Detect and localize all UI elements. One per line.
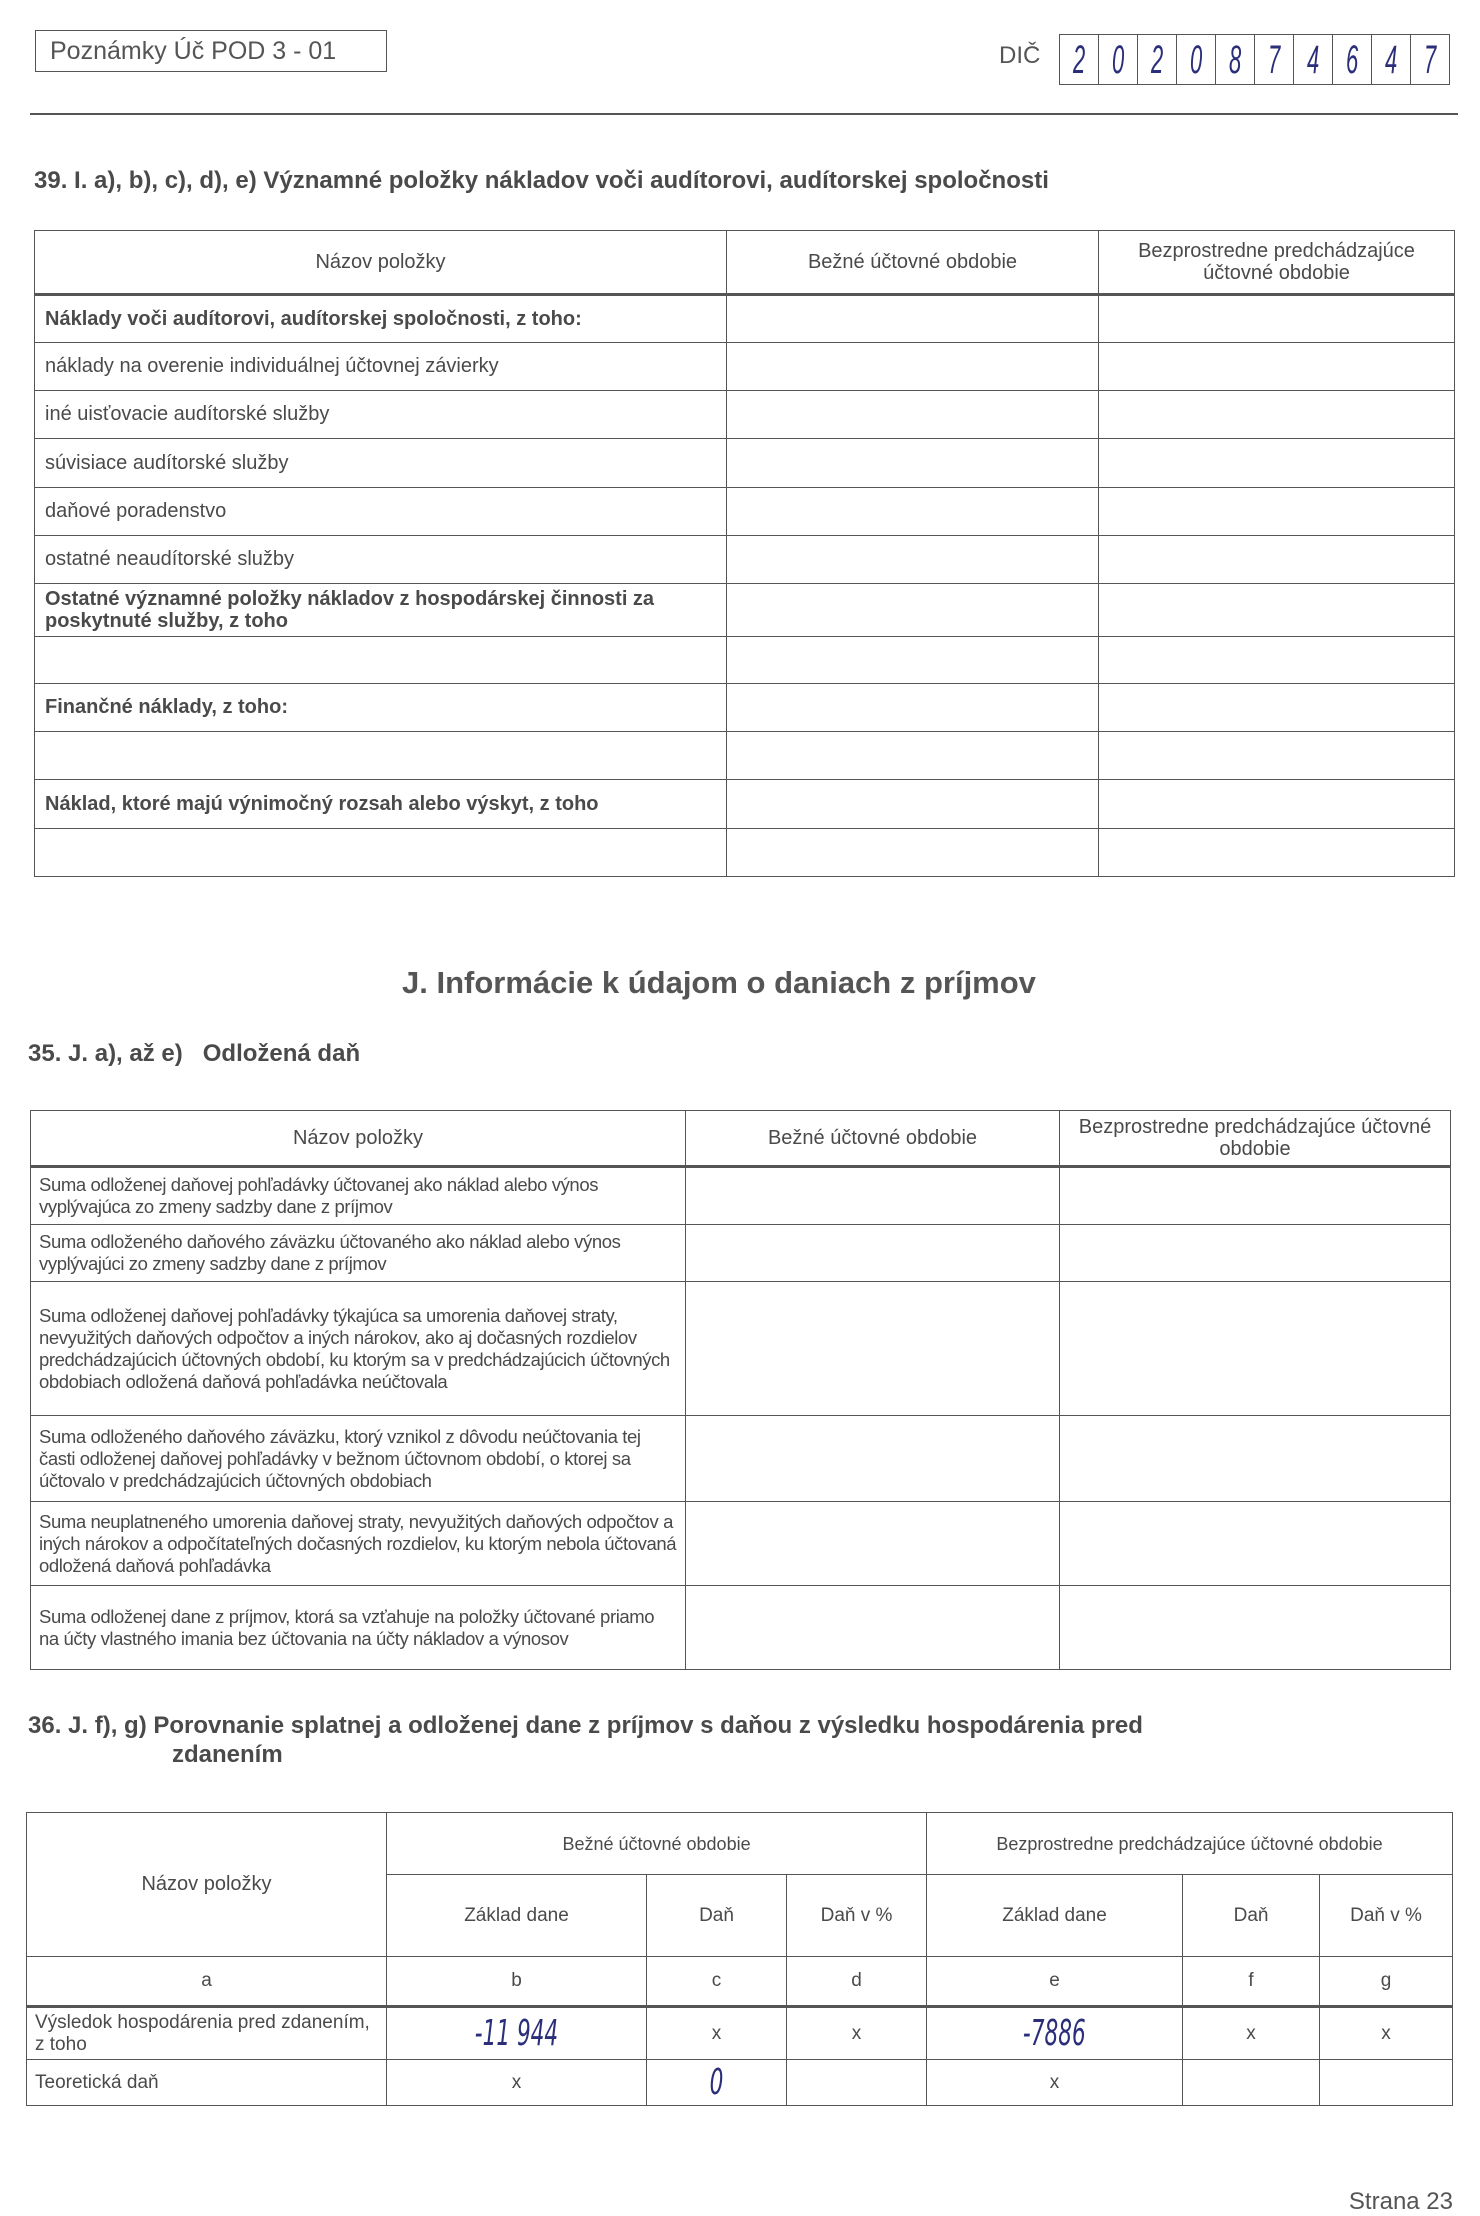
tax-previous-cell[interactable] xyxy=(1183,2060,1320,2106)
form-code: Poznámky Úč POD 3 - 01 xyxy=(50,37,337,65)
row-label[interactable] xyxy=(35,637,727,684)
column-header-name: Názov položky xyxy=(27,1813,387,1957)
row-label: súvisiace audítorské služby xyxy=(35,439,727,488)
column-letter: f xyxy=(1183,1957,1320,2007)
column-letter: d xyxy=(787,1957,927,2007)
previous-period-cell[interactable] xyxy=(1099,584,1455,637)
column-header-previous: Bezprostredne predchádzajúce účtovné obdobie xyxy=(1060,1111,1451,1167)
dic-label: DIČ xyxy=(999,42,1041,69)
table-header-row xyxy=(31,1111,1451,1167)
dic-digit-box[interactable]: 0 xyxy=(1099,35,1138,84)
current-period-cell[interactable] xyxy=(686,1282,1060,1416)
row-label: Suma neuplatneného umorenia daňovej straty, nevyužitých daňových odpočtov a iných nárokov a odpočítateľných dočasných rozdielov, ku ktorým nebola účtovaná odložená daňová pohľadávka xyxy=(31,1502,686,1586)
column-header-name: Názov položky xyxy=(31,1111,686,1167)
previous-period-cell[interactable] xyxy=(1099,536,1455,584)
handwritten-value: -11 944 xyxy=(474,2013,559,2054)
current-period-cell[interactable] xyxy=(727,488,1099,536)
previous-period-cell[interactable] xyxy=(1099,684,1455,732)
column-letter: a xyxy=(27,1957,387,2007)
column-letter: g xyxy=(1320,1957,1453,2007)
row-label[interactable] xyxy=(35,732,727,780)
row-label: Finančné náklady, z toho: xyxy=(35,684,727,732)
taxpct-current-cell[interactable] xyxy=(787,2060,927,2106)
dic-digit-box[interactable]: 2 xyxy=(1060,35,1099,84)
table-row xyxy=(35,391,1455,439)
column-header-tax-current: Daň xyxy=(647,1875,787,1957)
row-label: Suma odloženého daňového záväzku účtovaného ako náklad alebo výnos vyplývajúci zo zmeny sadzby dane z príjmov xyxy=(31,1225,686,1282)
table-row xyxy=(35,780,1455,829)
current-period-cell[interactable] xyxy=(727,295,1099,343)
column-header-base-previous: Základ dane xyxy=(927,1875,1183,1957)
dic-digit-box[interactable]: 2 xyxy=(1138,35,1177,84)
row-label: Suma odloženej daňovej pohľadávky týkajúca sa umorenia daňovej straty, nevyužitých daňových odpočtov a iných nárokov, ako aj dočasných rozdielov predchádzajúcich účtovných období, ku ktorým sa v predchádzajúcich účtovných obdobiach odložená daňová pohľadávka neúčtovala xyxy=(31,1282,686,1416)
table-row xyxy=(35,584,1455,637)
table-header-row xyxy=(35,231,1455,295)
current-period-cell[interactable] xyxy=(727,780,1099,829)
taxpct-previous-cell: x xyxy=(1320,2007,1453,2060)
current-period-cell[interactable] xyxy=(727,391,1099,439)
column-header-previous: Bezprostredne predchádzajúce účtovné obdobie xyxy=(1099,231,1455,295)
column-header-current: Bežné účtovné obdobie xyxy=(686,1111,1060,1167)
row-label: Náklad, ktoré majú výnimočný rozsah alebo výskyt, z toho xyxy=(35,780,727,829)
row-label: Suma odloženej daňovej pohľadávky účtovanej ako náklad alebo výnos vyplývajúca zo zmeny sadzby dane z príjmov xyxy=(31,1167,686,1225)
base-current-cell[interactable] xyxy=(387,2007,647,2060)
current-period-cell[interactable] xyxy=(727,343,1099,391)
current-period-cell[interactable] xyxy=(686,1502,1060,1586)
column-group-previous: Bezprostredne predchádzajúce účtovné obdobie xyxy=(927,1813,1453,1875)
current-period-cell[interactable] xyxy=(727,536,1099,584)
page-number: Strana 23 xyxy=(1348,2188,1453,2215)
table-row xyxy=(35,829,1455,877)
previous-period-cell[interactable] xyxy=(1060,1502,1451,1586)
table-row xyxy=(35,732,1455,780)
table-row xyxy=(31,1502,1451,1586)
column-header-taxpct-current: Daň v % xyxy=(787,1875,927,1957)
dic-digit-box[interactable]: 0 xyxy=(1177,35,1216,84)
current-period-cell[interactable] xyxy=(727,684,1099,732)
current-period-cell[interactable] xyxy=(727,637,1099,684)
section-39-title: 39. I. a), b), c), d), e) Významné položky nákladov voči audítorovi, audítorskej spoločnosti xyxy=(34,167,1049,194)
handwritten-value: 0 xyxy=(709,2062,724,2103)
dic-digit-box[interactable]: 7 xyxy=(1411,35,1450,84)
current-period-cell[interactable] xyxy=(686,1225,1060,1282)
auditor-costs-table xyxy=(34,230,1455,877)
taxpct-previous-cell[interactable] xyxy=(1320,2060,1453,2106)
previous-period-cell[interactable] xyxy=(1099,637,1455,684)
previous-period-cell[interactable] xyxy=(1099,343,1455,391)
previous-period-cell[interactable] xyxy=(1060,1416,1451,1502)
base-current-cell: x xyxy=(387,2060,647,2106)
previous-period-cell[interactable] xyxy=(1099,732,1455,780)
current-period-cell[interactable] xyxy=(727,732,1099,780)
row-label: iné uisťovacie audítorské služby xyxy=(35,391,727,439)
row-label: Teoretická daň xyxy=(27,2060,387,2106)
column-header-current: Bežné účtovné obdobie xyxy=(727,231,1099,295)
section-36-title: 36. J. f), g) Porovnanie splatnej a odloženej dane z príjmov s daňou z výsledku hospodárenia pred xyxy=(28,1712,1143,1739)
tax-current-cell: x xyxy=(647,2007,787,2060)
dic-digit-box[interactable]: 8 xyxy=(1216,35,1255,84)
table-row xyxy=(31,1416,1451,1502)
dic-digit-box[interactable]: 4 xyxy=(1294,35,1333,84)
deferred-tax-table xyxy=(30,1110,1451,1670)
row-label: daňové poradenstvo xyxy=(35,488,727,536)
column-header-base-current: Základ dane xyxy=(387,1875,647,1957)
column-letter: e xyxy=(927,1957,1183,2007)
current-period-cell[interactable] xyxy=(727,439,1099,488)
section-35-title: 35. J. a), až e) Odložená daň xyxy=(28,1040,361,1067)
previous-period-cell[interactable] xyxy=(1099,780,1455,829)
tax-previous-cell: x xyxy=(1183,2007,1320,2060)
table-row xyxy=(27,2007,1453,2060)
row-label: Výsledok hospodárenia pred zdanením, z toho xyxy=(27,2007,387,2060)
table-row xyxy=(35,684,1455,732)
section-j-title: J. Informácie k údajom o daniach z príjmov xyxy=(402,965,1036,1000)
current-period-cell[interactable] xyxy=(686,1167,1060,1225)
row-label: ostatné neaudítorské služby xyxy=(35,536,727,584)
current-period-cell[interactable] xyxy=(686,1586,1060,1670)
table-row xyxy=(31,1586,1451,1670)
column-header-tax-previous: Daň xyxy=(1183,1875,1320,1957)
taxpct-current-cell: x xyxy=(787,2007,927,2060)
row-label: náklady na overenie individuálnej účtovnej závierky xyxy=(35,343,727,391)
table-row xyxy=(31,1282,1451,1416)
row-label: Náklady voči audítorovi, audítorskej spoločnosti, z toho: xyxy=(35,295,727,343)
previous-period-cell[interactable] xyxy=(1099,488,1455,536)
row-label[interactable] xyxy=(35,829,727,877)
table-row xyxy=(35,343,1455,391)
handwritten-value: -7886 xyxy=(1023,2013,1086,2054)
table-row xyxy=(35,439,1455,488)
section-36-title-cont: zdanením xyxy=(172,1741,283,1768)
column-letter: c xyxy=(647,1957,787,2007)
previous-period-cell[interactable] xyxy=(1060,1167,1451,1225)
previous-period-cell[interactable] xyxy=(1099,391,1455,439)
form-code-box xyxy=(35,30,387,72)
previous-period-cell[interactable] xyxy=(1060,1586,1451,1670)
row-label: Suma odloženého daňového záväzku, ktorý vznikol z dôvodu neúčtovania tej časti odloženej daňovej pohľadávky v bežnom účtovnom období, o ktorej sa účtovalo v predchádzajúcich účtovných obdobiach xyxy=(31,1416,686,1502)
dic-digit-box[interactable]: 7 xyxy=(1255,35,1294,84)
column-letters-row xyxy=(27,1957,1453,2007)
previous-period-cell[interactable] xyxy=(1060,1282,1451,1416)
header-divider xyxy=(30,113,1458,115)
table-row xyxy=(27,2060,1453,2106)
current-period-cell[interactable] xyxy=(686,1416,1060,1502)
row-label: Ostatné významné položky nákladov z hospodárskej činnosti za poskytnuté služby, z toho xyxy=(35,584,727,637)
current-period-cell[interactable] xyxy=(727,829,1099,877)
table-row xyxy=(35,637,1455,684)
table-row xyxy=(31,1225,1451,1282)
previous-period-cell[interactable] xyxy=(1099,295,1455,343)
table-row xyxy=(35,488,1455,536)
current-period-cell[interactable] xyxy=(727,584,1099,637)
dic-digit-box[interactable]: 4 xyxy=(1372,35,1411,84)
column-group-current: Bežné účtovné obdobie xyxy=(387,1813,927,1875)
base-previous-cell: x xyxy=(927,2060,1183,2106)
base-previous-cell[interactable] xyxy=(927,2007,1183,2060)
previous-period-cell[interactable] xyxy=(1099,439,1455,488)
dic-digit-box[interactable]: 6 xyxy=(1333,35,1372,84)
tax-comparison-table xyxy=(26,1812,1453,2106)
column-letter: b xyxy=(387,1957,647,2007)
table-row xyxy=(35,295,1455,343)
column-header-taxpct-previous: Daň v % xyxy=(1320,1875,1453,1957)
dic-digit-boxes xyxy=(1059,34,1450,85)
column-header-name: Názov položky xyxy=(35,231,727,295)
previous-period-cell[interactable] xyxy=(1099,829,1455,877)
table-group-header-row xyxy=(27,1813,1453,1875)
row-label: Suma odloženej dane z príjmov, ktorá sa vzťahuje na položky účtované priamo na účty vlastného imania bez účtovania na účty nákladov a výnosov xyxy=(31,1586,686,1670)
tax-current-cell[interactable] xyxy=(647,2060,787,2106)
table-row xyxy=(31,1167,1451,1225)
table-row xyxy=(35,536,1455,584)
previous-period-cell[interactable] xyxy=(1060,1225,1451,1282)
